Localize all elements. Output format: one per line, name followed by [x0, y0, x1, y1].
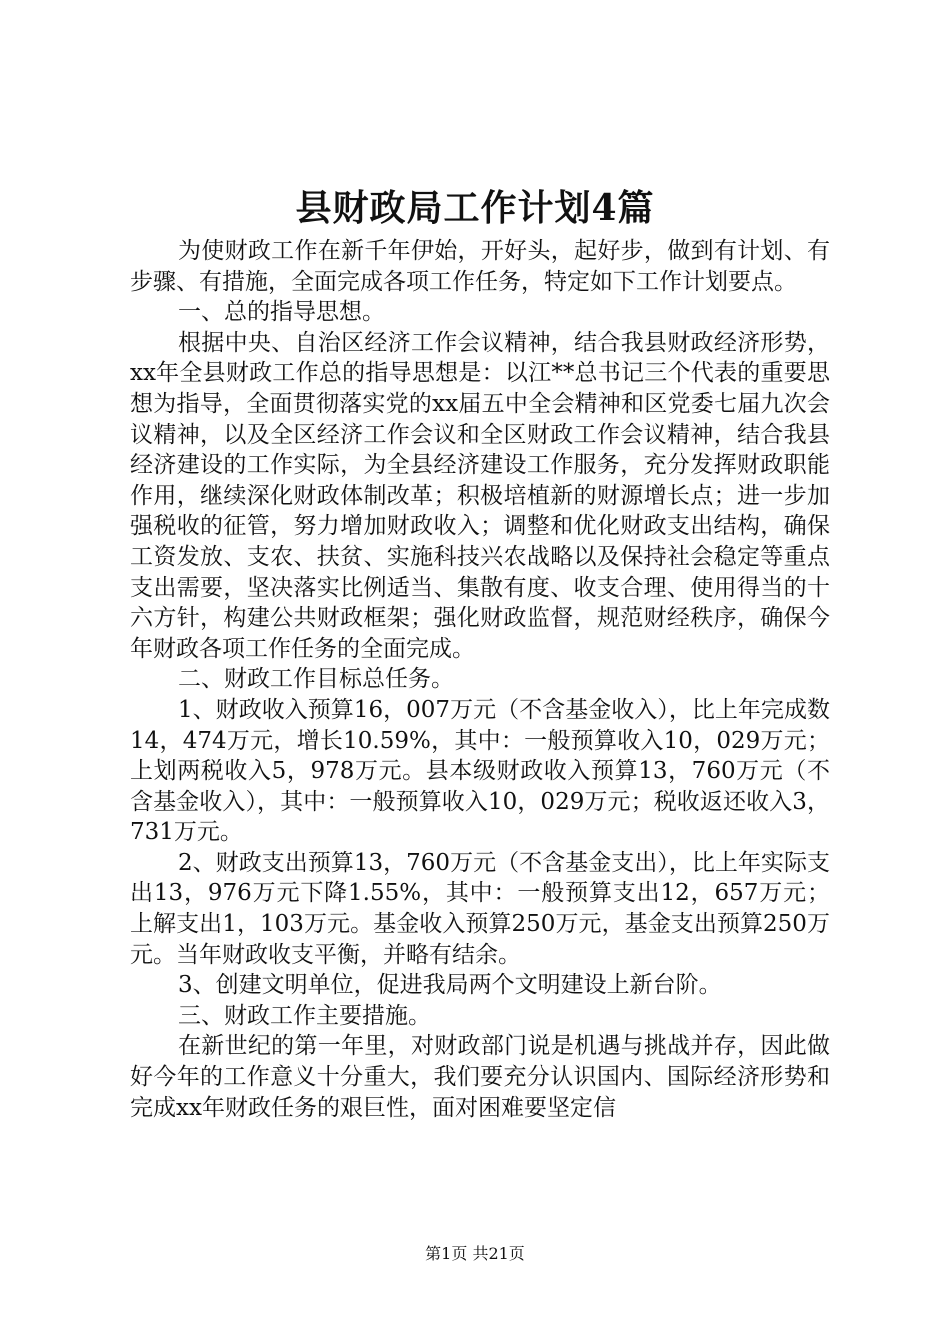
- page-number-footer: 第1页 共21页: [425, 1244, 525, 1263]
- paragraph-revenue-budget: 1、财政收入预算16，007万元（不含基金收入），比上年完成数14，474万元，增长10.59%，其中：一般预算收入10，029万元；上划两税收入5，978万元。县本级财政收入预算13，760万元（不含基金收入），其中：一般预算收入10，029万元；税收返还收入3，731万元。: [130, 696, 830, 846]
- heading-target-tasks: 二、财政工作目标总任务。: [178, 666, 454, 693]
- heading-guiding-ideology: 一、总的指导思想。: [178, 299, 385, 326]
- document-title: 县财政局工作计划4篇: [295, 187, 655, 229]
- heading-main-measures: 三、财政工作主要措施。: [178, 1002, 431, 1029]
- paragraph-main-measures: 在新世纪的第一年里，对财政部门说是机遇与挑战并存，因此做好今年的工作意义十分重大，我们要充分认识国内、国际经济形势和完成xx年财政任务的艰巨性，面对困难要坚定信: [130, 1033, 830, 1121]
- paragraph-expenditure-budget: 2、财政支出预算13，760万元（不含基金支出），比上年实际支出13，976万元下降1.55%，其中：一般预算支出12，657万元；上解支出1，103万元。基金收入预算250万元，基金支出预算250万元。当年财政收支平衡，并略有结余。: [130, 849, 830, 968]
- paragraph-intro: 为使财政工作在新千年伊始，开好头，起好步，做到有计划、有步骤、有措施，全面完成各项工作任务，特定如下工作计划要点。: [130, 238, 830, 295]
- paragraph-civilized-unit: 3、创建文明单位，促进我局两个文明建设上新台阶。: [178, 972, 722, 999]
- paragraph-guiding-ideology: 根据中央、自治区经济工作会议精神，结合我县财政经济形势，xx年全县财政工作总的指导思想是：以江**总书记三个代表的重要思想为指导，全面贯彻落实党的xx届五中全会精神和区党委七届九次会议精神，以及全区经济工作会议和全区财政工作会议精神，结合我县经济建设的工作实际，为全县经济建设工作服务，充分发挥财政职能作用，继续深化财政体制改革；积极培植新的财源增长点；进一步加强税收的征管，努力增加财政收入；调整和优化财政支出结构，确保工资发放、支农、扶贫、实施科技兴农战略以及保持社会稳定等重点支出需要，坚决落实比例适当、集散有度、收支合理、使用得当的十六方针，构建公共财政框架；强化财政监督，规范财经秩序，确保今年财政各项工作任务的全面完成。: [130, 329, 830, 662]
- document-body: [130, 236, 830, 1123]
